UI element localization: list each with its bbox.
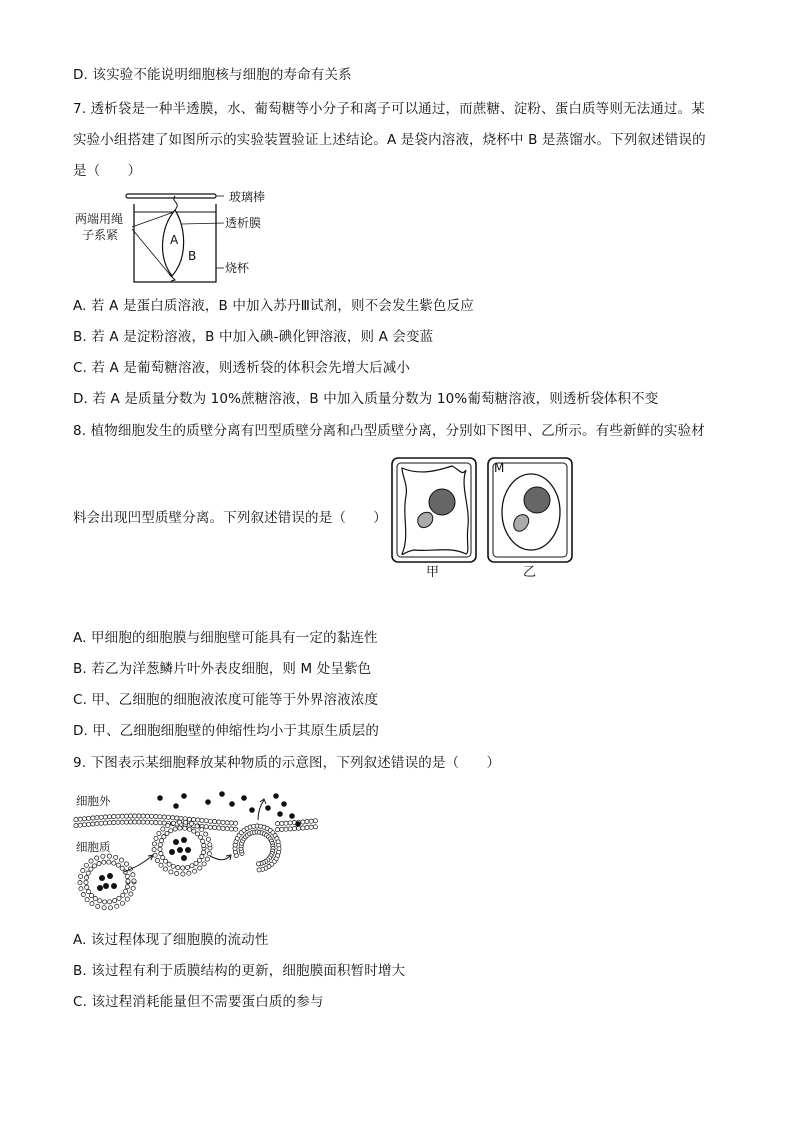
q9-option-c: C. 该过程消耗能量但不需要蛋白质的参与	[73, 994, 324, 1010]
q8-option-a: A. 甲细胞的细胞膜与细胞壁可能具有一定的黏连性	[73, 630, 378, 646]
q7-label-tie-line2: 子系紧	[82, 228, 119, 242]
q8-label-m: M	[494, 461, 505, 475]
q8-cell-figures	[390, 456, 575, 566]
q9-option-b: B. 该过程有利于质膜结构的更新，细胞膜面积暂时增大	[73, 963, 406, 979]
q8-stem-line-1: 8. 植物细胞发生的质壁分离有凹型质壁分离和凸型质壁分离，分别如下图甲、乙所示。有些新鲜的实验材	[73, 423, 705, 439]
q8-option-d: D. 甲、乙细胞细胞壁的伸缩性均小于其原生质层的	[73, 723, 380, 739]
vesicles	[78, 820, 212, 910]
q8-label-yi: 乙	[523, 565, 537, 580]
arrow-fusion	[210, 856, 230, 860]
q8-stem-line-2: 料会出现凹型质壁分离。下列叙述错误的是（ ）	[73, 510, 387, 526]
q7-stem-line-1: 7. 透析袋是一种半透膜，水、葡萄糖等小分子和离子可以通过，而蔗糖、淀粉、蛋白质等则无法通过。某	[73, 101, 705, 117]
q7-label-b: B	[188, 249, 197, 263]
q9-option-a: A. 该过程体现了细胞膜的流动性	[73, 932, 269, 948]
q7-stem-line-3: 是（ ）	[73, 163, 142, 179]
q7-option-a: A. 若 A 是蛋白质溶液，B 中加入苏丹Ⅲ试剂，则不会发生紫色反应	[73, 298, 474, 314]
q7-option-c: C. 若 A 是葡萄糖溶液，则透析袋的体积会先增大后减小	[73, 360, 411, 376]
q7-label-beaker: 烧杯	[225, 261, 250, 275]
cell-jia	[392, 458, 476, 562]
q8-option-c: C. 甲、乙细胞的细胞液浓度可能等于外界溶液浓度	[73, 692, 379, 708]
glass-rod	[126, 194, 216, 198]
q7-label-a: A	[170, 233, 179, 247]
q7-label-membrane: 透析膜	[225, 216, 262, 230]
q7-option-b: B. 若 A 是淀粉溶液，B 中加入碘-碘化钾溶液，则 A 会变蓝	[73, 329, 434, 345]
q9-label-cytoplasm: 细胞质	[76, 840, 111, 854]
q8-label-jia: 甲	[426, 565, 440, 580]
q7-label-tie-line1: 两端用绳	[75, 212, 124, 226]
q8-option-b: B. 若乙为洋葱鳞片叶外表皮细胞，则 M 处呈紫色	[73, 661, 372, 677]
q7-label-glass-rod: 玻璃棒	[229, 190, 266, 204]
arrow-release	[258, 800, 264, 820]
q9-label-outside: 细胞外	[76, 794, 111, 808]
prev-question-option-d: D. 该实验不能说明细胞核与细胞的寿命有关系	[73, 67, 352, 83]
q9-stem: 9. 下图表示某细胞释放某种物质的示意图，下列叙述错误的是（ ）	[73, 755, 501, 771]
q7-stem-line-2: 实验小组搭建了如图所示的实验装置验证上述结论。A 是袋内溶液，烧杯中 B 是蒸馏水。下列叙述错误的	[73, 132, 706, 148]
q7-option-d: D. 若 A 是质量分数为 10%蔗糖溶液，B 中加入质量分数为 10%葡萄糖溶液，则透析袋体积不变	[73, 391, 659, 407]
